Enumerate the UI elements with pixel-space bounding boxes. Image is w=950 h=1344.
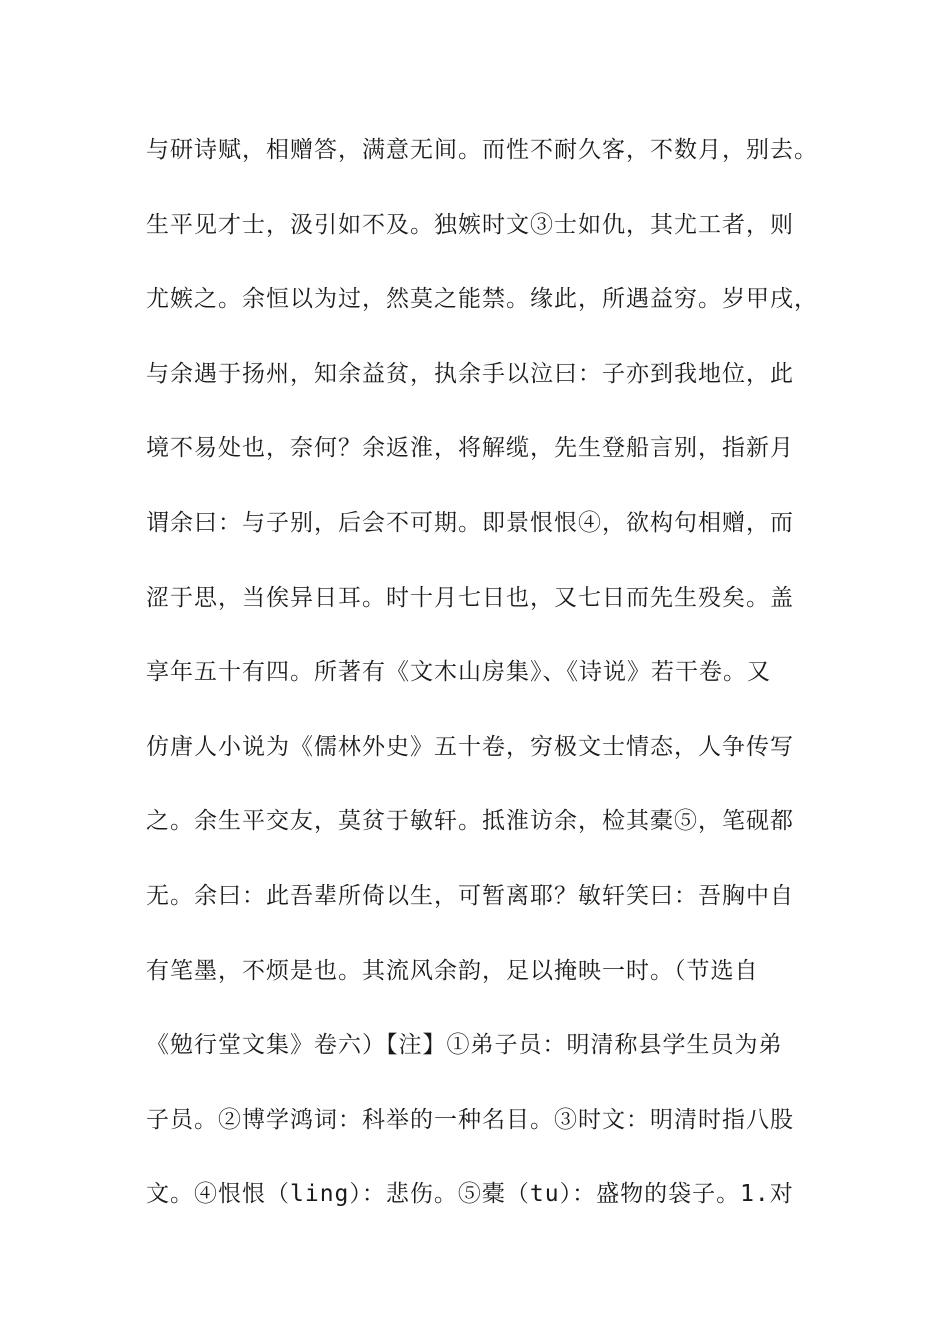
text-line: 与研诗赋，相赠答，满意无间。而性不耐久客，不数月，别去。 — [146, 137, 818, 163]
text-line: 仿唐人小说为《儒林外史》五十卷，穷极文士情态，人争传写 — [146, 733, 794, 760]
text-line: 境不易处也，奈何？余返淮，将解缆，先生登船言别，指新月 — [146, 435, 794, 462]
text-line: 尤嫉之。余恒以为过，然莫之能禁。缘此，所遇益穷。岁甲戌， — [146, 286, 818, 313]
text-line: 文。④恨恨（ling）：悲伤。⑤橐（tu）：盛物的袋子。1.对 — [146, 1181, 794, 1208]
text-line: 与余遇于扬州，知余益贫，执余手以泣曰：子亦到我地位，此 — [146, 360, 794, 387]
text-line: 之。余生平交友，莫贫于敏轩。抵淮访余，检其橐⑤，笔砚都 — [146, 808, 794, 835]
text-line: 涩于思，当俟异日耳。时十月七日也，又七日而先生殁矣。盖 — [146, 584, 794, 611]
body-text — [146, 128, 826, 1247]
text-line: 《勉行堂文集》卷六）【注】①弟子员：明清称县学生员为弟 — [146, 1032, 783, 1059]
text-line: 子员。②博学鸿词：科举的一种名目。③时文：明清时指八股 — [146, 1106, 794, 1133]
text-line: 生平见才士，汲引如不及。独嫉时文③士如仇，其尤工者，则 — [146, 211, 794, 238]
text-line: 无。余曰：此吾辈所倚以生，可暂离耶？敏轩笑曰：吾胸中自 — [146, 882, 794, 909]
text-line: 谓余曰：与子别，后会不可期。即景恨恨④，欲构句相赠，而 — [146, 509, 794, 536]
text-line: 享年五十有四。所著有《文木山房集》、《诗说》若干卷。又 — [146, 659, 771, 686]
text-line: 有笔墨，不烦是也。其流风余韵，足以掩映一时。（节选自 — [146, 957, 759, 984]
